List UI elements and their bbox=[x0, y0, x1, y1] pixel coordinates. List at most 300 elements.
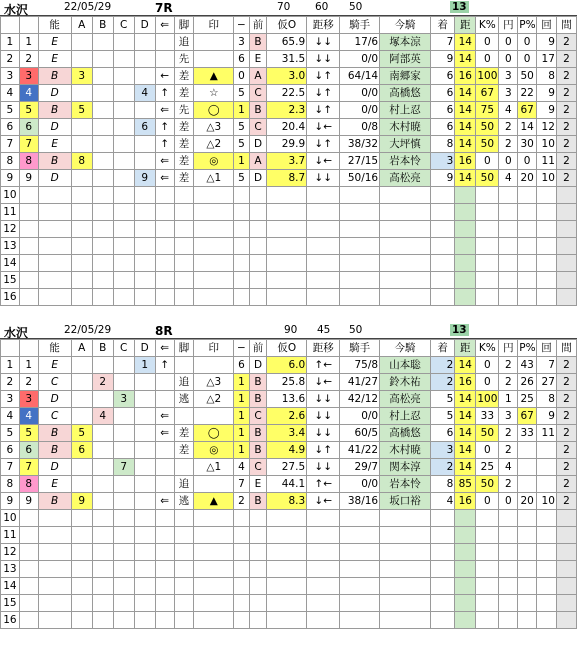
cell-minus: 1 bbox=[234, 153, 249, 170]
cell-kyo: ↓↓ bbox=[307, 459, 340, 476]
cell-d bbox=[134, 221, 155, 238]
cell-kyo: ↓↑ bbox=[307, 442, 340, 459]
cell-w bbox=[19, 289, 38, 306]
cell-val: 2.3 bbox=[267, 102, 307, 119]
cell-kan: 2 bbox=[556, 374, 576, 391]
column-header: 脚 bbox=[174, 340, 194, 357]
cell-leg: 差 bbox=[174, 153, 194, 170]
cell-chaku bbox=[430, 527, 454, 544]
cell-en: 2 bbox=[499, 476, 518, 493]
cell-arr bbox=[155, 442, 174, 459]
cell-a bbox=[71, 51, 92, 68]
cell-val: 13.6 bbox=[267, 391, 307, 408]
cell-val: 31.5 bbox=[267, 51, 307, 68]
cell-minus: 1 bbox=[234, 442, 249, 459]
cell-c bbox=[113, 612, 134, 629]
cell-chaku bbox=[430, 561, 454, 578]
cell-kan bbox=[556, 578, 576, 595]
cell-a bbox=[71, 170, 92, 187]
cell-a bbox=[71, 544, 92, 561]
cell-kyo bbox=[307, 561, 340, 578]
cell-kan bbox=[556, 272, 576, 289]
cell-kyo bbox=[307, 612, 340, 629]
empty-row bbox=[1, 221, 577, 238]
cell-chaku: 6 bbox=[430, 425, 454, 442]
cell-jockey: 関本淳 bbox=[380, 459, 431, 476]
cell-b bbox=[92, 204, 113, 221]
cell-minus: 2 bbox=[234, 493, 249, 510]
cell-chaku bbox=[430, 204, 454, 221]
cell-leg: 差 bbox=[174, 85, 194, 102]
cell-w bbox=[19, 255, 38, 272]
cell-d: 1 bbox=[134, 357, 155, 374]
cell-a bbox=[71, 510, 92, 527]
cell-c bbox=[113, 408, 134, 425]
cell-kyo bbox=[307, 238, 340, 255]
cell-c bbox=[113, 34, 134, 51]
empty-row bbox=[1, 595, 577, 612]
cell-d bbox=[134, 391, 155, 408]
cell-w: 1 bbox=[19, 34, 38, 51]
cell-chaku: 5 bbox=[430, 408, 454, 425]
cell-rec bbox=[340, 578, 380, 595]
cell-kan: 2 bbox=[556, 425, 576, 442]
cell-rec: 0/0 bbox=[340, 85, 380, 102]
cell-b bbox=[92, 51, 113, 68]
cell-kyo: ↓← bbox=[307, 119, 340, 136]
cell-p: 20 bbox=[518, 170, 537, 187]
cell-nou bbox=[38, 578, 71, 595]
cell-arr bbox=[155, 374, 174, 391]
cell-rec: 41/22 bbox=[340, 442, 380, 459]
cell-p bbox=[518, 510, 537, 527]
cell-b bbox=[92, 561, 113, 578]
cell-en bbox=[499, 255, 518, 272]
cell-b bbox=[92, 85, 113, 102]
cell-jockey bbox=[380, 255, 431, 272]
cell-zen bbox=[249, 289, 267, 306]
cell-rec bbox=[340, 612, 380, 629]
cell-p bbox=[518, 221, 537, 238]
cell-mark bbox=[194, 289, 234, 306]
cell-d bbox=[134, 51, 155, 68]
cell-leg: 差 bbox=[174, 425, 194, 442]
cell-minus bbox=[234, 510, 249, 527]
cell-kyori bbox=[455, 187, 476, 204]
cell-kyo: ↓↓ bbox=[307, 51, 340, 68]
cell-minus: 1 bbox=[234, 391, 249, 408]
cell-k bbox=[476, 187, 499, 204]
cell-nou bbox=[38, 561, 71, 578]
cell-d bbox=[134, 459, 155, 476]
cell-jockey bbox=[380, 527, 431, 544]
cell-jockey: 高橋悠 bbox=[380, 425, 431, 442]
cell-kyo bbox=[307, 510, 340, 527]
cell-k: 100 bbox=[476, 68, 499, 85]
cell-no: 6 bbox=[1, 119, 20, 136]
cell-minus: 5 bbox=[234, 119, 249, 136]
cell-nou bbox=[38, 595, 71, 612]
cell-d bbox=[134, 255, 155, 272]
cell-b bbox=[92, 425, 113, 442]
cell-p: 0 bbox=[518, 153, 537, 170]
cell-b bbox=[92, 595, 113, 612]
cell-p: 14 bbox=[518, 119, 537, 136]
cell-zen bbox=[249, 255, 267, 272]
cell-kai bbox=[537, 442, 557, 459]
cell-nou: D bbox=[38, 459, 71, 476]
cell-no: 6 bbox=[1, 442, 20, 459]
empty-row bbox=[1, 187, 577, 204]
cell-b bbox=[92, 510, 113, 527]
cell-mark bbox=[194, 476, 234, 493]
cell-mark bbox=[194, 544, 234, 561]
cell-d bbox=[134, 187, 155, 204]
cell-kyo: ↓↓ bbox=[307, 170, 340, 187]
cell-arr bbox=[155, 391, 174, 408]
cell-c bbox=[113, 272, 134, 289]
cell-d bbox=[134, 289, 155, 306]
cell-zen: C bbox=[249, 85, 267, 102]
cell-val: 20.4 bbox=[267, 119, 307, 136]
cell-chaku: 6 bbox=[430, 85, 454, 102]
cell-w: 3 bbox=[19, 68, 38, 85]
cell-nou bbox=[38, 255, 71, 272]
cell-chaku bbox=[430, 255, 454, 272]
cell-jockey: 鈴木祐 bbox=[380, 374, 431, 391]
cell-w bbox=[19, 187, 38, 204]
column-header: 着 bbox=[430, 17, 454, 34]
cell-d bbox=[134, 68, 155, 85]
cell-b: 2 bbox=[92, 374, 113, 391]
cell-kyori: 14 bbox=[455, 85, 476, 102]
cell-kan: 2 bbox=[556, 34, 576, 51]
cell-nou: E bbox=[38, 51, 71, 68]
cell-no: 14 bbox=[1, 578, 20, 595]
cell-w: 2 bbox=[19, 374, 38, 391]
cell-mark: ▲ bbox=[194, 68, 234, 85]
cell-val bbox=[267, 272, 307, 289]
cell-leg bbox=[174, 527, 194, 544]
cell-kai: 11 bbox=[537, 153, 557, 170]
cell-kyori: 16 bbox=[455, 153, 476, 170]
cell-k bbox=[476, 612, 499, 629]
cell-c bbox=[113, 510, 134, 527]
race-header bbox=[0, 0, 577, 16]
cell-k bbox=[476, 255, 499, 272]
cell-mark bbox=[194, 238, 234, 255]
cell-no: 11 bbox=[1, 204, 20, 221]
cell-zen bbox=[249, 221, 267, 238]
cell-kyo: ↓↓ bbox=[307, 425, 340, 442]
cell-jockey: 阿部英 bbox=[380, 51, 431, 68]
cell-jockey: 坂口裕 bbox=[380, 493, 431, 510]
cell-chaku: 9 bbox=[430, 51, 454, 68]
cell-val bbox=[267, 255, 307, 272]
cell-c bbox=[113, 238, 134, 255]
table-row bbox=[1, 459, 577, 476]
cell-p: 20 bbox=[518, 493, 537, 510]
cell-c bbox=[113, 578, 134, 595]
cell-en bbox=[499, 289, 518, 306]
cell-rec: 17/6 bbox=[340, 34, 380, 51]
cell-en bbox=[499, 238, 518, 255]
cell-kyo bbox=[307, 272, 340, 289]
cell-k bbox=[476, 510, 499, 527]
cell-jockey bbox=[380, 289, 431, 306]
cell-d bbox=[134, 272, 155, 289]
cell-leg bbox=[174, 204, 194, 221]
cell-no: 7 bbox=[1, 459, 20, 476]
cell-c: 7 bbox=[113, 459, 134, 476]
cell-k: 0 bbox=[476, 374, 499, 391]
cell-no: 4 bbox=[1, 408, 20, 425]
cell-arr bbox=[155, 578, 174, 595]
cell-nou bbox=[38, 289, 71, 306]
cell-b bbox=[92, 136, 113, 153]
cell-arr bbox=[155, 561, 174, 578]
cell-mark bbox=[194, 595, 234, 612]
cell-b bbox=[92, 357, 113, 374]
cell-rec: 0/0 bbox=[340, 51, 380, 68]
empty-row bbox=[1, 578, 577, 595]
table-row bbox=[1, 425, 577, 442]
cell-leg bbox=[174, 357, 194, 374]
cell-w bbox=[19, 272, 38, 289]
table-row bbox=[1, 442, 577, 459]
cell-kyo bbox=[307, 289, 340, 306]
cell-a bbox=[71, 527, 92, 544]
cell-arr: ⇐ bbox=[155, 153, 174, 170]
cell-arr bbox=[155, 255, 174, 272]
cell-a bbox=[71, 289, 92, 306]
cell-arr: ↑ bbox=[155, 119, 174, 136]
cell-b bbox=[92, 289, 113, 306]
cell-nou bbox=[38, 544, 71, 561]
cell-d bbox=[134, 136, 155, 153]
cell-jockey bbox=[380, 187, 431, 204]
cell-en bbox=[499, 612, 518, 629]
cell-kai bbox=[537, 476, 557, 493]
cell-d bbox=[134, 476, 155, 493]
cell-kyo bbox=[307, 595, 340, 612]
cell-d bbox=[134, 527, 155, 544]
cell-k: 50 bbox=[476, 476, 499, 493]
column-header: B bbox=[92, 340, 113, 357]
cell-nou: D bbox=[38, 119, 71, 136]
cell-mark bbox=[194, 221, 234, 238]
cell-leg bbox=[174, 595, 194, 612]
cell-jockey bbox=[380, 238, 431, 255]
cell-b bbox=[92, 187, 113, 204]
cell-jockey bbox=[380, 221, 431, 238]
cell-c bbox=[113, 51, 134, 68]
empty-row bbox=[1, 272, 577, 289]
cell-leg bbox=[174, 408, 194, 425]
table-row bbox=[1, 408, 577, 425]
cell-mark: △1 bbox=[194, 459, 234, 476]
cell-minus: 1 bbox=[234, 408, 249, 425]
cell-w: 8 bbox=[19, 153, 38, 170]
cell-val: 25.8 bbox=[267, 374, 307, 391]
cell-chaku bbox=[430, 612, 454, 629]
column-header: 能 bbox=[38, 340, 71, 357]
cell-kai: 11 bbox=[537, 425, 557, 442]
cell-chaku: 6 bbox=[430, 102, 454, 119]
column-header: C bbox=[113, 17, 134, 34]
cell-en: 2 bbox=[499, 374, 518, 391]
cell-arr: ↑ bbox=[155, 357, 174, 374]
cell-en bbox=[499, 544, 518, 561]
cell-rec: 29/7 bbox=[340, 459, 380, 476]
column-header: − bbox=[234, 17, 249, 34]
cell-p bbox=[518, 476, 537, 493]
venue-label: 水沢 bbox=[4, 3, 29, 17]
cell-c: 3 bbox=[113, 391, 134, 408]
cell-d bbox=[134, 204, 155, 221]
cell-a bbox=[71, 255, 92, 272]
table-row bbox=[1, 136, 577, 153]
cell-p bbox=[518, 527, 537, 544]
cell-kai bbox=[537, 187, 557, 204]
cell-kai: 9 bbox=[537, 102, 557, 119]
cell-kai bbox=[537, 578, 557, 595]
cell-kai: 10 bbox=[537, 136, 557, 153]
empty-row bbox=[1, 204, 577, 221]
cell-en: 2 bbox=[499, 425, 518, 442]
cell-minus: 3 bbox=[234, 34, 249, 51]
cell-rec bbox=[340, 595, 380, 612]
empty-row bbox=[1, 238, 577, 255]
cell-chaku: 8 bbox=[430, 476, 454, 493]
cell-en: 2 bbox=[499, 442, 518, 459]
cell-zen: B bbox=[249, 34, 267, 51]
cell-leg bbox=[174, 272, 194, 289]
cell-leg bbox=[174, 544, 194, 561]
cell-a bbox=[71, 595, 92, 612]
column-header: P% bbox=[518, 340, 537, 357]
cell-k bbox=[476, 578, 499, 595]
cell-zen bbox=[249, 561, 267, 578]
cell-rec: 0/0 bbox=[340, 102, 380, 119]
cell-w: 3 bbox=[19, 391, 38, 408]
cell-c bbox=[113, 153, 134, 170]
cell-arr bbox=[155, 459, 174, 476]
cell-nou: D bbox=[38, 85, 71, 102]
cell-p: 33 bbox=[518, 425, 537, 442]
cell-nou: B bbox=[38, 153, 71, 170]
race-number: 7R bbox=[155, 1, 173, 15]
cell-nou: B bbox=[38, 102, 71, 119]
cell-kyori bbox=[455, 221, 476, 238]
cell-p bbox=[518, 204, 537, 221]
cell-k: 0 bbox=[476, 357, 499, 374]
cell-zen: D bbox=[249, 136, 267, 153]
cell-zen bbox=[249, 578, 267, 595]
cell-en: 1 bbox=[499, 391, 518, 408]
cell-zen bbox=[249, 272, 267, 289]
cell-kyori bbox=[455, 238, 476, 255]
cell-rec: 0/8 bbox=[340, 119, 380, 136]
cell-w bbox=[19, 578, 38, 595]
cell-w bbox=[19, 527, 38, 544]
cell-c bbox=[113, 442, 134, 459]
cell-kai bbox=[537, 561, 557, 578]
cell-rec: 64/14 bbox=[340, 68, 380, 85]
column-header: ⇐ bbox=[155, 340, 174, 357]
cell-kan: 2 bbox=[556, 119, 576, 136]
cell-minus bbox=[234, 595, 249, 612]
column-header: 仮O bbox=[267, 17, 307, 34]
cell-no: 2 bbox=[1, 51, 20, 68]
cell-zen bbox=[249, 238, 267, 255]
cell-minus: 5 bbox=[234, 85, 249, 102]
cell-jockey bbox=[380, 204, 431, 221]
cell-leg bbox=[174, 578, 194, 595]
cell-p: 67 bbox=[518, 102, 537, 119]
empty-row bbox=[1, 561, 577, 578]
cell-k: 50 bbox=[476, 119, 499, 136]
table-row bbox=[1, 34, 577, 51]
cell-leg bbox=[174, 187, 194, 204]
cell-arr: ⇐ bbox=[155, 493, 174, 510]
cell-kyori: 16 bbox=[455, 374, 476, 391]
cell-zen bbox=[249, 204, 267, 221]
cell-minus: 5 bbox=[234, 170, 249, 187]
race-block-2 bbox=[0, 323, 577, 629]
cell-zen: C bbox=[249, 459, 267, 476]
cell-nou: B bbox=[38, 425, 71, 442]
cell-b bbox=[92, 272, 113, 289]
cell-leg: 追 bbox=[174, 374, 194, 391]
cell-val: 29.9 bbox=[267, 136, 307, 153]
column-header bbox=[1, 340, 20, 357]
cell-w: 7 bbox=[19, 136, 38, 153]
cell-d bbox=[134, 374, 155, 391]
cell-k bbox=[476, 272, 499, 289]
cell-no: 9 bbox=[1, 493, 20, 510]
cell-no: 2 bbox=[1, 374, 20, 391]
cell-minus: 6 bbox=[234, 357, 249, 374]
cell-b bbox=[92, 476, 113, 493]
cell-k: 67 bbox=[476, 85, 499, 102]
cell-kyo: ↓← bbox=[307, 493, 340, 510]
cell-arr bbox=[155, 289, 174, 306]
cell-mark bbox=[194, 34, 234, 51]
cell-rec: 42/12 bbox=[340, 391, 380, 408]
cell-no: 12 bbox=[1, 544, 20, 561]
cell-p bbox=[518, 289, 537, 306]
cell-a bbox=[71, 85, 92, 102]
cell-nou: B bbox=[38, 68, 71, 85]
column-header: 距移 bbox=[307, 340, 340, 357]
cell-mark bbox=[194, 204, 234, 221]
cell-a bbox=[71, 612, 92, 629]
cell-jockey bbox=[380, 595, 431, 612]
cell-chaku: 2 bbox=[430, 357, 454, 374]
cell-c bbox=[113, 119, 134, 136]
cell-c bbox=[113, 204, 134, 221]
cell-nou: E bbox=[38, 34, 71, 51]
cell-val: 44.1 bbox=[267, 476, 307, 493]
cell-zen: E bbox=[249, 476, 267, 493]
cell-leg: 差 bbox=[174, 170, 194, 187]
cell-leg bbox=[174, 459, 194, 476]
cell-en: 0 bbox=[499, 493, 518, 510]
cell-jockey: 南郷家 bbox=[380, 68, 431, 85]
cell-nou: B bbox=[38, 493, 71, 510]
cell-chaku bbox=[430, 289, 454, 306]
